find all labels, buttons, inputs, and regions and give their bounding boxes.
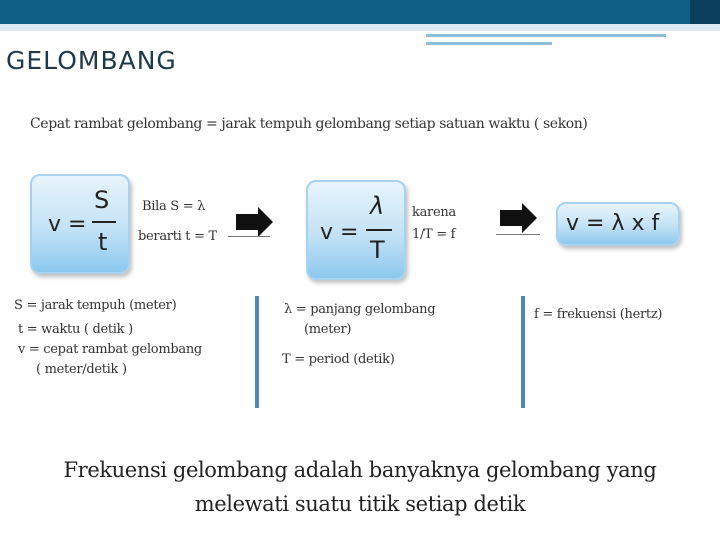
decor-stripe: [426, 34, 666, 37]
arrow-right-icon: [500, 210, 522, 226]
formula-box-3: [556, 202, 680, 246]
legend-2: [282, 300, 435, 370]
legend-item: S = jarak tempuh (meter): [14, 298, 177, 313]
legend-item: f = frekuensi (hertz): [534, 307, 663, 322]
formula-numerator: λ: [370, 192, 385, 220]
legend-item: v = cepat rambat gelombang: [18, 342, 202, 357]
header-band: [0, 0, 720, 24]
legend-item: (meter): [304, 322, 352, 337]
legend-item: T = period (detik): [282, 352, 395, 367]
arrow-underline: [496, 234, 540, 235]
formula-numerator: S: [94, 186, 110, 214]
note-2-line-2: 1/T = f: [412, 227, 456, 242]
arrow-underline: [228, 236, 270, 237]
header-band-accent: [690, 0, 720, 24]
conclusion-line-2: melewati suatu titik setiap detik: [194, 492, 526, 516]
formula-box-1: [30, 174, 130, 274]
decor-stripe: [426, 42, 552, 45]
legend-1: [14, 296, 202, 380]
formula-lhs: v =: [48, 212, 87, 237]
definition-text: Cepat rambat gelombang = jarak tempuh gelombang setiap satuan waktu ( sekon): [30, 116, 588, 132]
page-title: GELOMBANG: [6, 46, 177, 75]
fraction-bar: [366, 229, 392, 231]
conclusion-line-1: Frekuensi gelombang adalah banyaknya gelombang yang: [63, 458, 657, 482]
note-1-line-2: berarti t = T: [138, 229, 217, 244]
legend-3: [534, 305, 662, 325]
final-formula: v = λ x f: [566, 211, 660, 236]
divider-bar-1: [255, 296, 259, 408]
formula-box-2: [306, 180, 406, 280]
note-1-line-1: Bila S = λ: [142, 199, 206, 214]
arrow-head-icon: [258, 207, 273, 237]
arrow-right-icon: [236, 214, 258, 230]
formula-denominator: T: [370, 236, 385, 264]
legend-item: ( meter/detik ): [36, 362, 127, 377]
legend-item: λ = panjang gelombang: [284, 302, 436, 317]
fraction-bar: [92, 221, 116, 223]
divider-bar-2: [521, 296, 525, 408]
note-2-line-1: karena: [412, 205, 456, 220]
arrow-head-icon: [522, 203, 537, 233]
header-band-line: [0, 24, 720, 31]
formula-denominator: t: [98, 228, 108, 256]
formula-lhs: v =: [320, 220, 359, 245]
legend-item: t = waktu ( detik ): [18, 322, 133, 337]
